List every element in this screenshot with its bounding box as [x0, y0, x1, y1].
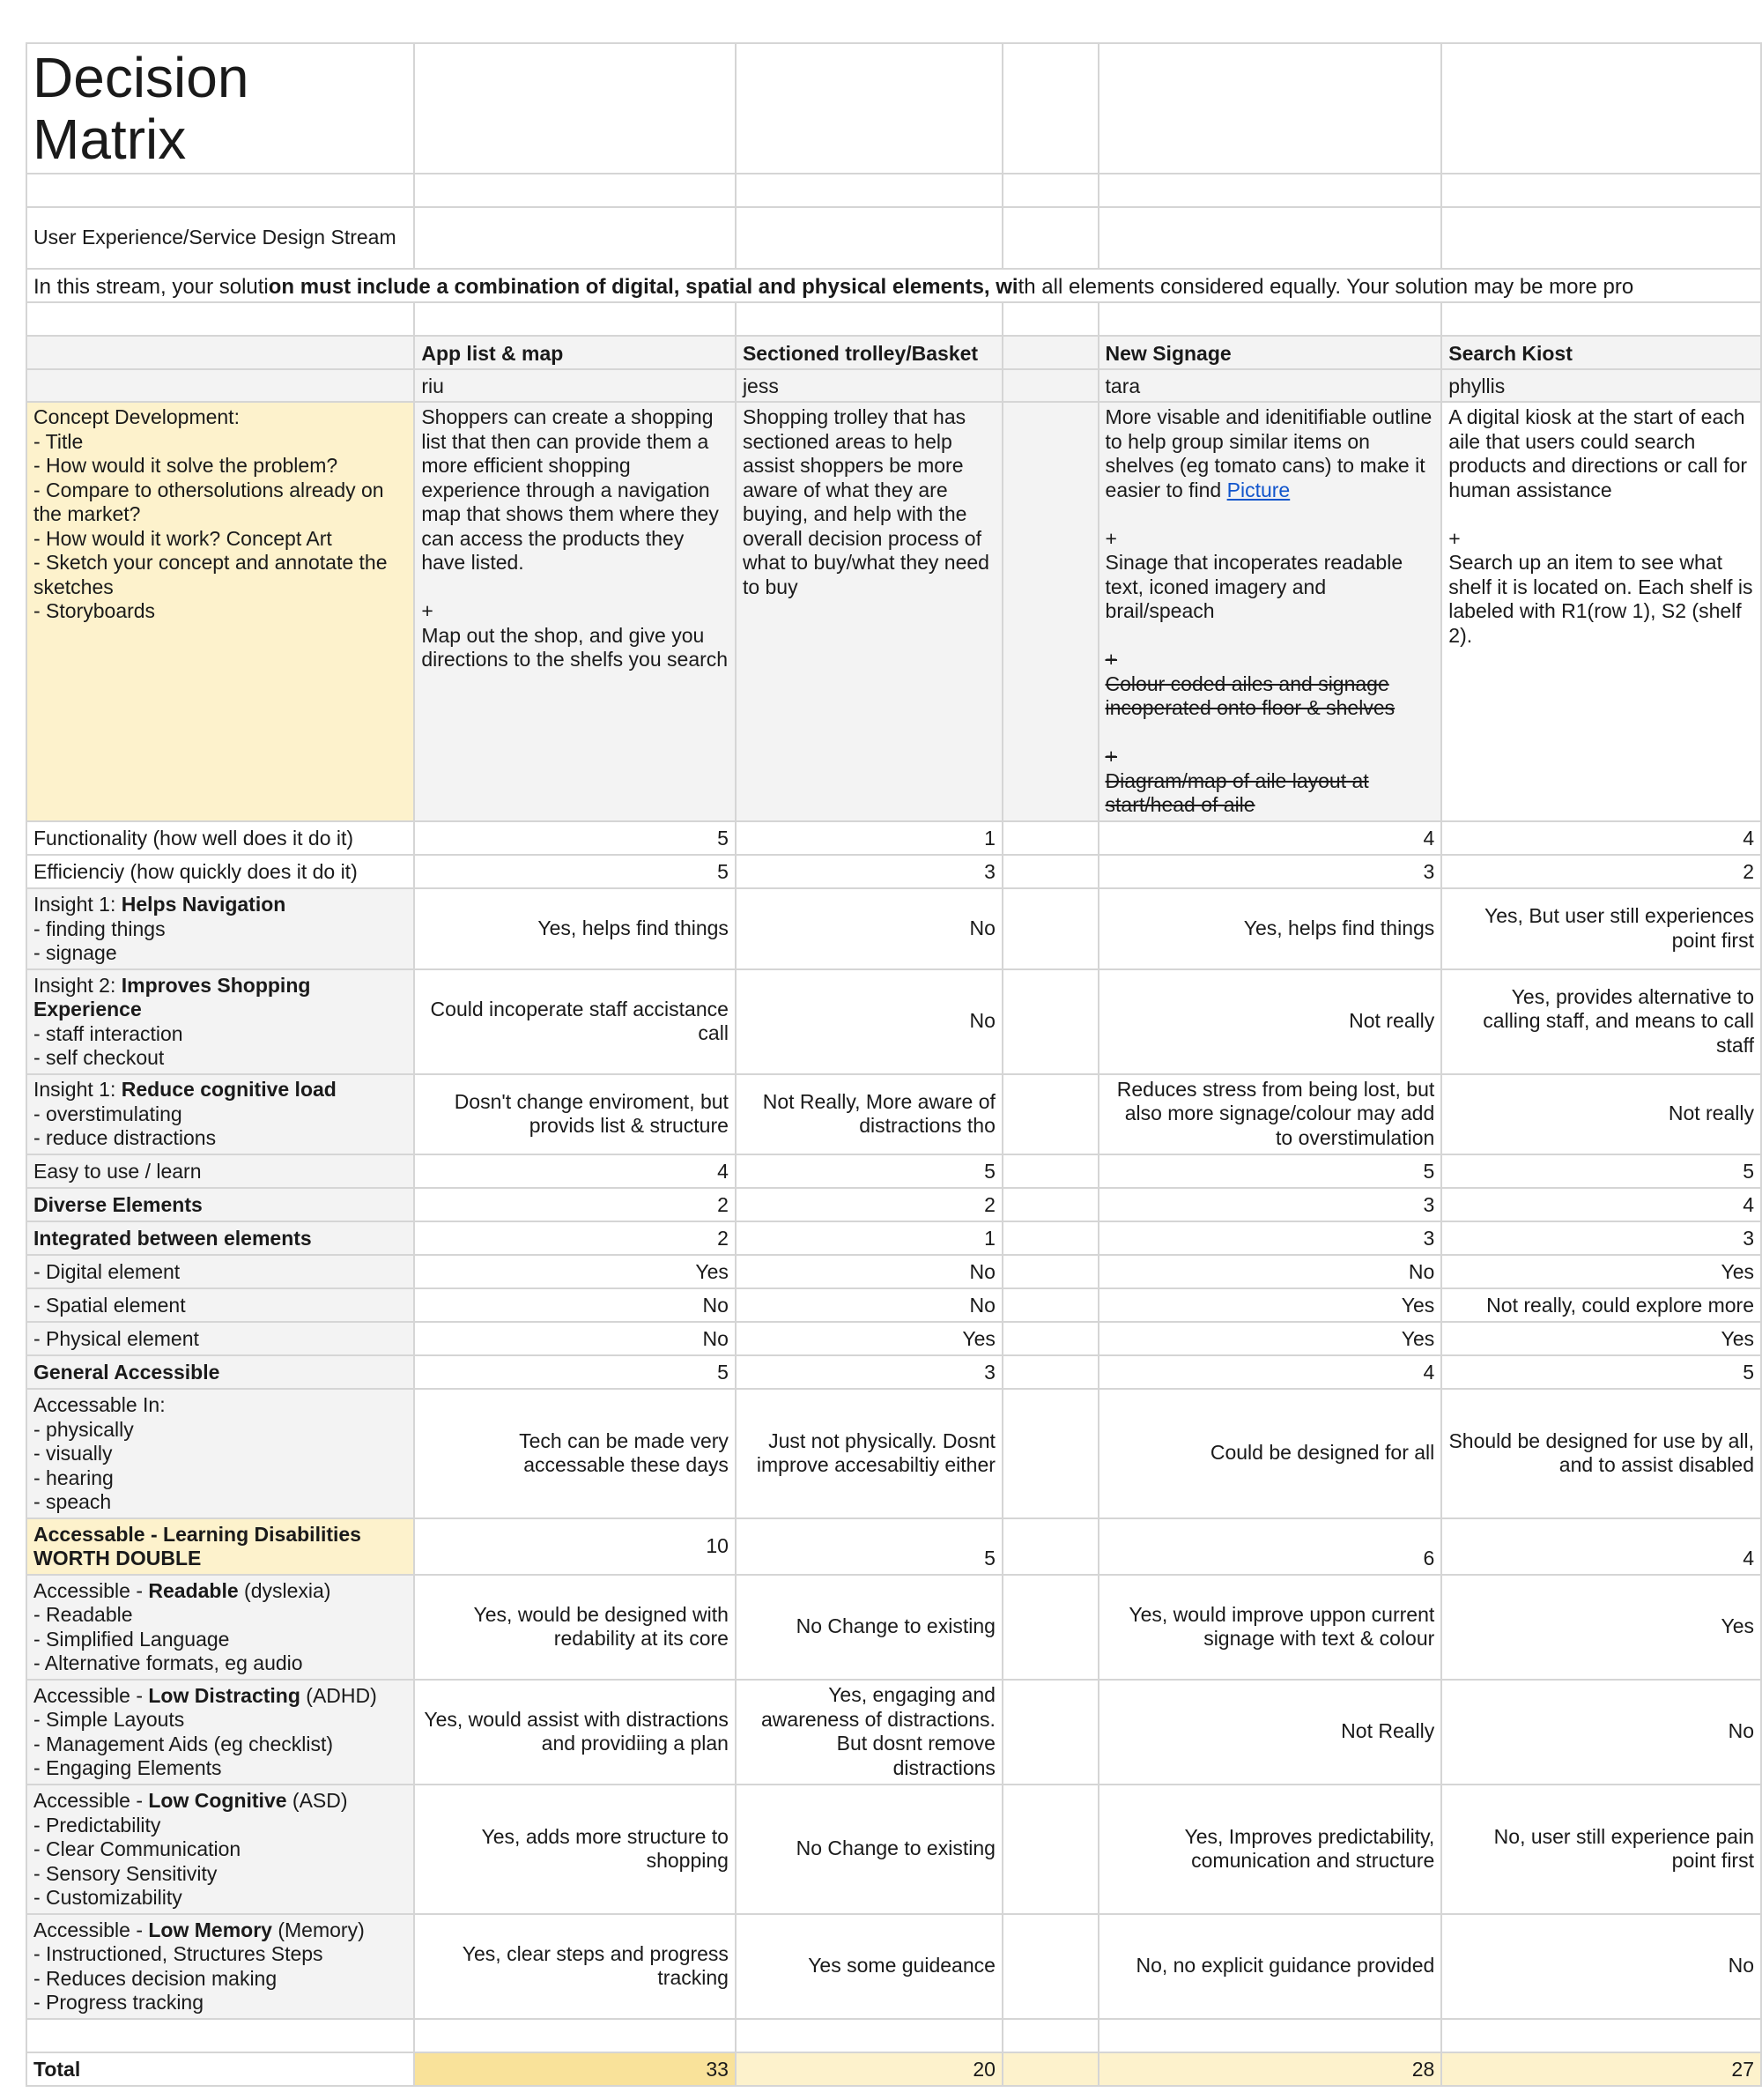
value-cell[interactable]: Yes, But user still experiences point first: [1441, 888, 1761, 969]
description-text: More visable and idenitifiable outline to help group similar items on shelves (eg tomato cans) to make it easier to find: [1105, 405, 1433, 501]
cell[interactable]: [1003, 1680, 1099, 1785]
cell[interactable]: [1441, 207, 1761, 269]
cell[interactable]: [1003, 2019, 1099, 2052]
cell[interactable]: [1003, 302, 1099, 336]
score-cell[interactable]: 3: [1099, 1188, 1442, 1221]
low-memory-row: [26, 1914, 1761, 2019]
label-bold: Readable: [148, 1578, 239, 1602]
score-cell[interactable]: 5: [1441, 1154, 1761, 1188]
row-label[interactable]: [26, 1785, 414, 1914]
cell[interactable]: [1003, 855, 1099, 888]
cell[interactable]: [1441, 174, 1761, 207]
total-row: [26, 2052, 1761, 2086]
row-label[interactable]: - Digital element: [26, 1255, 414, 1288]
label-pre: Insight 1:: [33, 1078, 122, 1101]
score-cell[interactable]: 3: [1099, 855, 1442, 888]
cell[interactable]: [1441, 43, 1761, 174]
row-label[interactable]: [26, 1575, 414, 1680]
empty-row: [26, 302, 1761, 336]
label-post: (dyslexia): [238, 1578, 331, 1602]
value-cell[interactable]: Tech can be made very accessable these days: [414, 1389, 736, 1518]
insight-navigation-row: [26, 888, 1761, 969]
cell[interactable]: [1003, 336, 1099, 369]
value-cell[interactable]: Yes: [414, 1255, 736, 1288]
value-cell[interactable]: Yes: [1441, 1575, 1761, 1680]
value-cell[interactable]: Yes, would be designed with redability at its core: [414, 1575, 736, 1680]
value-cell[interactable]: Not Really, More aware of distractions tho: [736, 1074, 1003, 1154]
concept-development-label[interactable]: Concept Development: - Title - How would it solve the problem? - Compare to othersolutions already on the market? - How would it work? Concept Art - Sketch your concept and annotate the sketches - Storyboards: [26, 402, 414, 821]
concept-description-3[interactable]: [1099, 402, 1442, 821]
score-cell[interactable]: 4: [1441, 1188, 1761, 1221]
value-cell[interactable]: No: [414, 1322, 736, 1355]
score-cell[interactable]: 5: [736, 1154, 1003, 1188]
cell[interactable]: [1003, 2052, 1099, 2086]
decision-matrix-table: [26, 42, 1762, 2087]
diverse-elements-row: [26, 1188, 1761, 1221]
low-cognitive-row: [26, 1785, 1761, 1914]
cell[interactable]: [26, 2019, 414, 2052]
score-cell[interactable]: 5: [414, 1355, 736, 1389]
label-bold: Helps Navigation: [121, 893, 286, 916]
cell[interactable]: [1003, 1575, 1099, 1680]
cell[interactable]: [26, 174, 414, 207]
label-sub: - Readable - Simplified Language - Alternative formats, eg audio: [33, 1603, 303, 1674]
cell[interactable]: [1003, 1255, 1099, 1288]
cell[interactable]: [1003, 1355, 1099, 1389]
label-pre: Insight 1:: [33, 893, 122, 916]
value-cell[interactable]: No: [736, 1255, 1003, 1288]
cell[interactable]: [1003, 207, 1099, 269]
value-cell[interactable]: No: [1441, 1680, 1761, 1785]
general-accessible-row: [26, 1355, 1761, 1389]
concept-description-4[interactable]: A digital kiosk at the start of each aile that users could search products and directions or call for human assistance + Search up an item to see what shelf it is located on. Each shelf is labeled with R1(row 1), S2 (shelf 2).: [1441, 402, 1761, 821]
physical-element-row: [26, 1322, 1761, 1355]
score-cell[interactable]: 5: [414, 821, 736, 855]
value-cell[interactable]: Yes, engaging and awareness of distractions. But dosnt remove distractions: [736, 1680, 1003, 1785]
concept-name-1[interactable]: App list & map: [414, 336, 736, 369]
score-cell[interactable]: 5: [414, 855, 736, 888]
score-cell[interactable]: 3: [736, 855, 1003, 888]
cell[interactable]: [1003, 1322, 1099, 1355]
value-cell[interactable]: Yes: [1441, 1322, 1761, 1355]
description-text: + Sinage that incoperates readable text, iconed imagery and brail/speach: [1105, 526, 1403, 622]
cell[interactable]: [414, 43, 736, 174]
cell[interactable]: [26, 302, 414, 336]
cell[interactable]: [26, 336, 414, 369]
value-cell[interactable]: No, no explicit guidance provided: [1099, 1914, 1442, 2019]
title-row: [26, 43, 1761, 174]
row-label[interactable]: [26, 1914, 414, 2019]
value-cell[interactable]: No Change to existing: [736, 1785, 1003, 1914]
concept-author-2[interactable]: jess: [736, 369, 1003, 402]
concept-name-4[interactable]: Search Kiost: [1441, 336, 1761, 369]
value-cell[interactable]: Yes, helps find things: [1099, 888, 1442, 969]
cell[interactable]: [1003, 1188, 1099, 1221]
value-cell[interactable]: Yes, provides alternative to calling staff, and means to call staff: [1441, 969, 1761, 1074]
cell[interactable]: [1003, 1389, 1099, 1518]
intro-post: th all elements considered equally. Your solution may be more pro: [1018, 274, 1634, 299]
cell[interactable]: [736, 207, 1003, 269]
cell[interactable]: [1003, 821, 1099, 855]
score-cell[interactable]: 6: [1099, 1518, 1442, 1575]
concept-development-row: [26, 402, 1761, 821]
cell[interactable]: [1003, 1288, 1099, 1322]
empty-row: [26, 2019, 1761, 2052]
cell[interactable]: [414, 174, 736, 207]
label-bold: Improves Shopping Experience: [33, 973, 311, 1020]
low-distracting-row: [26, 1680, 1761, 1785]
concept-author-4[interactable]: phyllis: [1441, 369, 1761, 402]
accessible-in-row: [26, 1389, 1761, 1518]
label-pre: Accessible -: [33, 1918, 149, 1941]
value-cell[interactable]: Reduces stress from being lost, but also more signage/colour may add to overstimulation: [1099, 1074, 1442, 1154]
cell[interactable]: [1003, 1154, 1099, 1188]
spatial-element-row: [26, 1288, 1761, 1322]
integrated-row: [26, 1221, 1761, 1255]
row-label[interactable]: [26, 888, 414, 969]
cell[interactable]: [1099, 43, 1442, 174]
score-cell[interactable]: 5: [1099, 1154, 1442, 1188]
row-label[interactable]: Diverse Elements: [26, 1188, 414, 1221]
author-row: [26, 369, 1761, 402]
cell[interactable]: [1003, 174, 1099, 207]
label-sub: - staff interaction - self checkout: [33, 1021, 183, 1069]
learning-disabilities-row: [26, 1518, 1761, 1575]
easy-to-use-row: [26, 1154, 1761, 1188]
insight-shopping-row: [26, 969, 1761, 1074]
concept-author-3[interactable]: tara: [1099, 369, 1442, 402]
row-label[interactable]: - Spatial element: [26, 1288, 414, 1322]
score-cell[interactable]: 4: [1099, 821, 1442, 855]
row-label[interactable]: Efficienciy (how quickly does it do it): [26, 855, 414, 888]
value-cell[interactable]: No: [414, 1288, 736, 1322]
concept-name-3[interactable]: New Signage: [1099, 336, 1442, 369]
sheet-title[interactable]: Decision Matrix: [26, 43, 414, 174]
label-post: (ADHD): [300, 1683, 377, 1707]
total-cell[interactable]: 33: [414, 2052, 736, 2086]
cell[interactable]: [736, 2019, 1003, 2052]
row-label[interactable]: Functionality (how well does it do it): [26, 821, 414, 855]
cell[interactable]: [26, 369, 414, 402]
value-cell[interactable]: No: [736, 888, 1003, 969]
cell[interactable]: [736, 302, 1003, 336]
intro-text[interactable]: [26, 269, 1761, 302]
label-sub: - Instructioned, Structures Steps - Reduces decision making - Progress tracking: [33, 1942, 323, 2014]
score-cell[interactable]: 1: [736, 1221, 1003, 1255]
total-cell[interactable]: 20: [736, 2052, 1003, 2086]
label-pre: Accessible -: [33, 1578, 149, 1602]
value-cell[interactable]: Not really: [1441, 1074, 1761, 1154]
value-cell[interactable]: Yes: [1099, 1322, 1442, 1355]
value-cell[interactable]: No: [736, 969, 1003, 1074]
value-cell[interactable]: Should be designed for use by all, and to assist disabled: [1441, 1389, 1761, 1518]
label-sub: - Simple Layouts - Management Aids (eg checklist) - Engaging Elements: [33, 1708, 334, 1779]
cell[interactable]: [414, 302, 736, 336]
value-cell[interactable]: No: [1441, 1914, 1761, 2019]
row-label[interactable]: Accessable - Learning Disabilities WORTH DOUBLE: [26, 1518, 414, 1575]
score-cell[interactable]: 5: [736, 1518, 1003, 1575]
value-cell[interactable]: No: [736, 1288, 1003, 1322]
cell[interactable]: [1099, 2019, 1442, 2052]
cell[interactable]: [1003, 1221, 1099, 1255]
cell[interactable]: [1099, 207, 1442, 269]
score-cell[interactable]: 2: [414, 1188, 736, 1221]
row-label[interactable]: [26, 969, 414, 1074]
value-cell[interactable]: Yes, clear steps and progress tracking: [414, 1914, 736, 2019]
score-cell[interactable]: 3: [1099, 1221, 1442, 1255]
concept-header-row: [26, 336, 1761, 369]
row-label[interactable]: General Accessible: [26, 1355, 414, 1389]
picture-link[interactable]: Picture: [1226, 478, 1291, 501]
cell[interactable]: [736, 43, 1003, 174]
cell[interactable]: [1099, 174, 1442, 207]
intro-bold: on must include a combination of digital, spatial and physical elements, wi: [268, 274, 1018, 299]
insight-cognitive-row: [26, 1074, 1761, 1154]
cell[interactable]: [1441, 302, 1761, 336]
label-sub: - finding things - signage: [33, 916, 166, 964]
value-cell[interactable]: Could be designed for all: [1099, 1389, 1442, 1518]
row-label[interactable]: Accessable In: - physically - visually - hearing - speach: [26, 1389, 414, 1518]
score-cell[interactable]: 4: [414, 1154, 736, 1188]
score-cell[interactable]: 4: [1441, 1518, 1761, 1575]
label-bold: Reduce cognitive load: [121, 1078, 337, 1101]
total-label[interactable]: Total: [26, 2052, 414, 2086]
stream-row: [26, 207, 1761, 269]
value-cell[interactable]: Not really, could explore more: [1441, 1288, 1761, 1322]
cell[interactable]: [1003, 1074, 1099, 1154]
value-cell[interactable]: Just not physically. Dosnt improve accesabiltiy either: [736, 1389, 1003, 1518]
value-cell[interactable]: Yes: [1441, 1255, 1761, 1288]
score-cell[interactable]: 2: [736, 1188, 1003, 1221]
score-cell[interactable]: 3: [736, 1355, 1003, 1389]
cell[interactable]: [736, 174, 1003, 207]
row-label[interactable]: Easy to use / learn: [26, 1154, 414, 1188]
empty-row: [26, 174, 1761, 207]
label-pre: Insight 2:: [33, 973, 122, 997]
concept-author-1[interactable]: riu: [414, 369, 736, 402]
cell[interactable]: [414, 207, 736, 269]
label-sub: - overstimulating - reduce distractions: [33, 1102, 217, 1149]
value-cell[interactable]: Yes, adds more structure to shopping: [414, 1785, 736, 1914]
score-cell[interactable]: 4: [1099, 1355, 1442, 1389]
total-cell[interactable]: 27: [1441, 2052, 1761, 2086]
cell[interactable]: [1003, 1518, 1099, 1575]
cell[interactable]: [1003, 43, 1099, 174]
row-label[interactable]: - Physical element: [26, 1322, 414, 1355]
score-cell[interactable]: 4: [1441, 821, 1761, 855]
label-pre: Accessible -: [33, 1789, 149, 1812]
readable-row: [26, 1575, 1761, 1680]
cell[interactable]: [1003, 369, 1099, 402]
value-cell[interactable]: Not Really: [1099, 1680, 1442, 1785]
value-cell[interactable]: Yes: [1099, 1288, 1442, 1322]
cell[interactable]: [414, 2019, 736, 2052]
value-cell[interactable]: Yes some guideance: [736, 1914, 1003, 2019]
value-cell[interactable]: Yes, would improve uppon current signage with text & colour: [1099, 1575, 1442, 1680]
digital-element-row: [26, 1255, 1761, 1288]
score-cell[interactable]: 2: [414, 1221, 736, 1255]
efficiency-row: [26, 855, 1761, 888]
functionality-row: [26, 821, 1761, 855]
concept-description-1[interactable]: Shoppers can create a shopping list that then can provide them a more efficient shopping experience through a navigation map that shows them where they can access the products they have listed. + Map out the shop, and give you directions to the shelfs you search: [414, 402, 736, 821]
value-cell[interactable]: No, user still experience pain point first: [1441, 1785, 1761, 1914]
value-cell[interactable]: No Change to existing: [736, 1575, 1003, 1680]
score-cell[interactable]: 2: [1441, 855, 1761, 888]
struck-text: + Colour coded ailes and signage incoperated onto floor & shelves + Diagram/map of aile layout at start/head of aile: [1105, 648, 1396, 816]
row-label[interactable]: [26, 1074, 414, 1154]
score-cell[interactable]: 3: [1441, 1221, 1761, 1255]
cell[interactable]: [1003, 969, 1099, 1074]
concept-name-2[interactable]: Sectioned trolley/Basket: [736, 336, 1003, 369]
label-bold: Low Cognitive: [148, 1789, 287, 1812]
label-pre: Accessible -: [33, 1683, 149, 1707]
cell[interactable]: [1003, 402, 1099, 821]
value-cell[interactable]: Yes, would assist with distractions and providiing a plan: [414, 1680, 736, 1785]
label-post: (Memory): [271, 1918, 365, 1941]
score-cell[interactable]: 10: [414, 1518, 736, 1575]
label-sub: - Predictability - Clear Communication - Sensory Sensitivity - Customizability: [33, 1813, 241, 1909]
value-cell[interactable]: No: [1099, 1255, 1442, 1288]
cell[interactable]: [1441, 2019, 1761, 2052]
cell[interactable]: [1003, 888, 1099, 969]
cell[interactable]: [1099, 302, 1442, 336]
row-label[interactable]: [26, 1680, 414, 1785]
total-cell[interactable]: 28: [1099, 2052, 1442, 2086]
cell[interactable]: [1003, 1785, 1099, 1914]
label-bold: Low Distracting: [148, 1683, 300, 1707]
value-cell[interactable]: Dosn't change enviroment, but provids list & structure: [414, 1074, 736, 1154]
value-cell[interactable]: Yes, Improves predictability, comunication and structure: [1099, 1785, 1442, 1914]
value-cell[interactable]: Could incoperate staff accistance call: [414, 969, 736, 1074]
concept-description-2[interactable]: Shopping trolley that has sectioned areas to help assist shoppers be more aware of what they are buying, and help with the overall decision process of what to buy/what they need to buy: [736, 402, 1003, 821]
intro-row: [26, 269, 1761, 302]
score-cell[interactable]: 5: [1441, 1355, 1761, 1389]
value-cell[interactable]: Not really: [1099, 969, 1442, 1074]
row-label[interactable]: Integrated between elements: [26, 1221, 414, 1255]
intro-pre: In this stream, your soluti: [33, 274, 269, 299]
value-cell[interactable]: Yes: [736, 1322, 1003, 1355]
value-cell[interactable]: Yes, helps find things: [414, 888, 736, 969]
score-cell[interactable]: 1: [736, 821, 1003, 855]
cell[interactable]: [1003, 1914, 1099, 2019]
stream-label[interactable]: User Experience/Service Design Stream: [26, 207, 414, 269]
label-post: (ASD): [286, 1789, 348, 1812]
label-bold: Low Memory: [148, 1918, 272, 1941]
